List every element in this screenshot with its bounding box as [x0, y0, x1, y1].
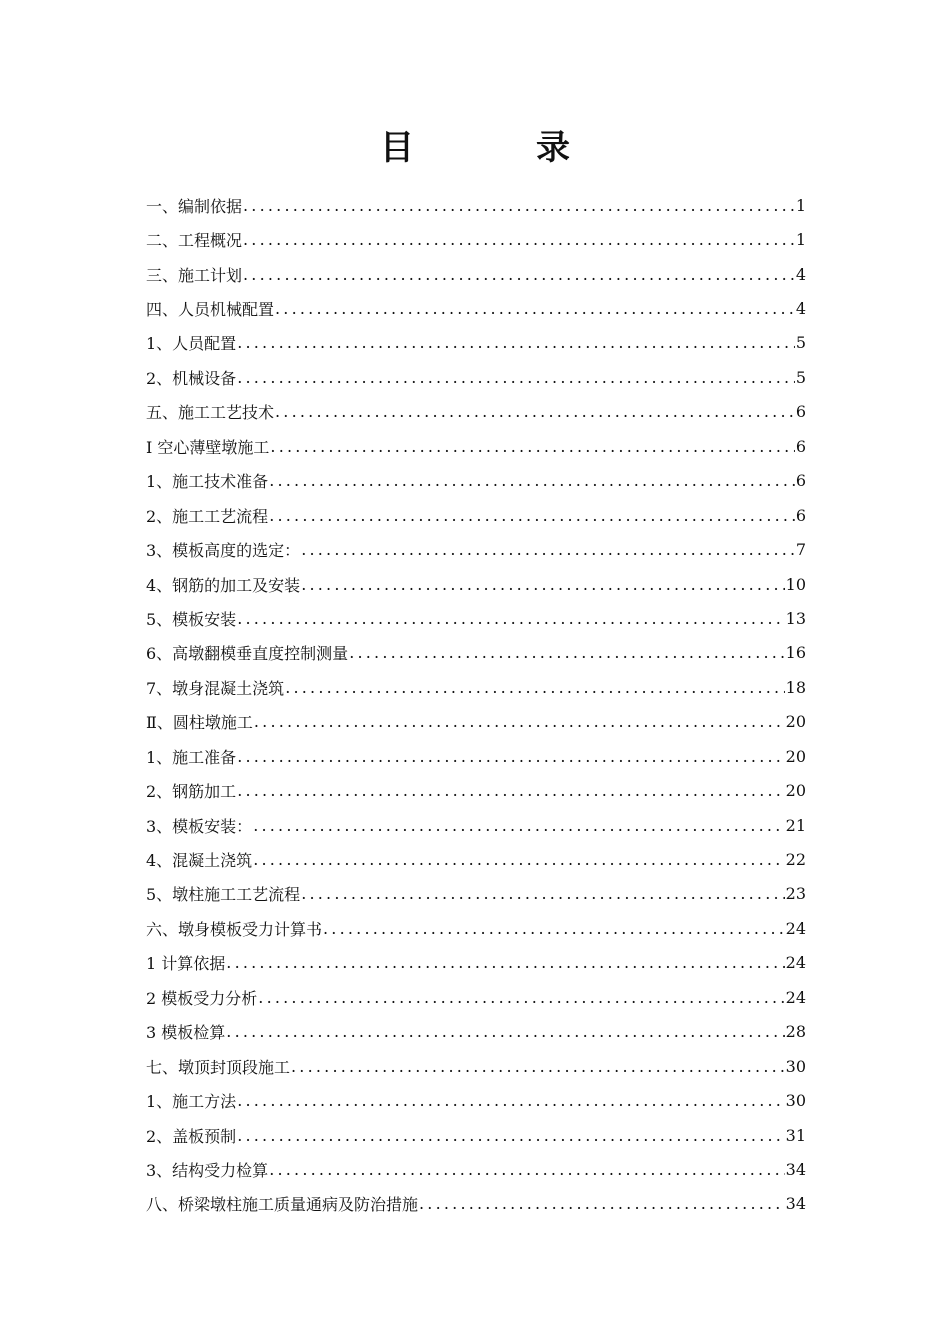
toc-entry[interactable] [146, 1015, 806, 1049]
toc-dot-leader [301, 540, 795, 559]
toc-entry-label: 2、盖板预制 [146, 1126, 237, 1146]
toc-entry-label: 2、施工工艺流程 [146, 506, 269, 526]
toc-entry-page-number: 24 [785, 918, 806, 938]
toc-dot-leader [243, 230, 795, 249]
toc-dot-leader [243, 196, 795, 215]
toc-dot-leader [226, 953, 784, 972]
toc-entry-page-number: 16 [785, 643, 806, 663]
toc-entry[interactable] [146, 636, 806, 670]
toc-entry-page-number: 1 [795, 195, 806, 215]
toc-entry-label: 一、编制依据 [146, 196, 243, 216]
toc-entry-page-number: 6 [795, 436, 806, 456]
toc-entry[interactable] [146, 911, 806, 945]
toc-entry-label: 5、模板安装 [146, 609, 237, 629]
toc-entry[interactable] [146, 567, 806, 601]
toc-entry-label: 3、结构受力检算 [146, 1160, 269, 1180]
toc-entry[interactable] [146, 980, 806, 1014]
toc-dot-leader [269, 506, 795, 525]
toc-entry-page-number: 20 [785, 712, 806, 732]
toc-entry-page-number: 6 [795, 471, 806, 491]
toc-entry-page-number: 6 [795, 505, 806, 525]
toc-entry[interactable] [146, 670, 806, 704]
toc-entry-page-number: 5 [795, 333, 806, 353]
toc-dot-leader [269, 1160, 784, 1179]
toc-entry-page-number: 5 [795, 367, 806, 387]
toc-entry[interactable] [146, 257, 806, 291]
toc-dot-leader [285, 678, 784, 697]
toc-dot-leader [275, 299, 795, 318]
toc-dot-leader [243, 265, 795, 284]
toc-entry-page-number: 28 [785, 1022, 806, 1042]
toc-entry-label: 3 模板检算 [146, 1023, 226, 1043]
toc-entry-label: 1 计算依据 [146, 954, 226, 974]
toc-entry[interactable] [146, 808, 806, 842]
toc-entry[interactable] [146, 222, 806, 256]
toc-entry-label: 4、混凝土浇筑 [146, 851, 253, 871]
toc-entry-page-number: 20 [785, 781, 806, 801]
toc-entry-page-number: 20 [785, 746, 806, 766]
toc-dot-leader [237, 1126, 784, 1145]
toc-dot-leader [237, 333, 795, 352]
toc-entry-label: 3、模板安装： [146, 816, 253, 836]
toc-entry-label: 三、施工计划 [146, 265, 243, 285]
toc-entry-label: Ⅰ 空心薄壁墩施工 [146, 437, 270, 457]
toc-entry[interactable] [146, 498, 806, 532]
toc-entry[interactable] [146, 291, 806, 325]
toc-dot-leader [226, 1022, 784, 1041]
toc-entry-label: 1、施工方法 [146, 1092, 237, 1112]
toc-entry[interactable] [146, 946, 806, 980]
toc-entry-label: 七、墩顶封顶段施工 [146, 1057, 291, 1077]
toc-entry-page-number: 23 [785, 884, 806, 904]
toc-entry-page-number: 7 [795, 540, 806, 560]
toc-entry[interactable] [146, 464, 806, 498]
toc-entry-label: 四、人员机械配置 [146, 300, 275, 320]
toc-dot-leader [349, 643, 784, 662]
toc-dot-leader [258, 988, 784, 1007]
toc-entry[interactable] [146, 532, 806, 566]
toc-entry-page-number: 4 [795, 264, 806, 284]
toc-entry-label: 4、钢筋的加工及安装 [146, 575, 301, 595]
toc-dot-leader [253, 816, 784, 835]
toc-entry-label: 1、人员配置 [146, 334, 237, 354]
toc-dot-leader [269, 471, 795, 490]
toc-entry-label: 7、墩身混凝土浇筑 [146, 678, 285, 698]
toc-entry-label: 2 模板受力分析 [146, 988, 258, 1008]
toc-entry-label: 1、施工技术准备 [146, 472, 269, 492]
toc-entry-label: 六、墩身模板受力计算书 [146, 919, 323, 939]
toc-entry[interactable] [146, 1049, 806, 1083]
toc-entry[interactable] [146, 326, 806, 360]
toc-entry-label: 5、墩柱施工工艺流程 [146, 885, 301, 905]
toc-entry[interactable] [146, 705, 806, 739]
toc-entry[interactable] [146, 1152, 806, 1186]
toc-entry-page-number: 4 [795, 299, 806, 319]
toc-dot-leader [301, 575, 784, 594]
toc-entry-label: 八、桥梁墩柱施工质量通病及防治措施 [146, 1195, 419, 1215]
toc-entry-label: 二、工程概况 [146, 231, 243, 251]
toc-entry[interactable] [146, 188, 806, 222]
toc-entry-page-number: 6 [795, 402, 806, 422]
toc-entry[interactable] [146, 1083, 806, 1117]
toc-dot-leader [419, 1194, 785, 1213]
toc-dot-leader [237, 368, 795, 387]
toc-entry[interactable] [146, 739, 806, 773]
toc-entry-page-number: 18 [785, 677, 806, 697]
toc-dot-leader [254, 712, 785, 731]
toc-dot-leader [237, 747, 784, 766]
toc-entry-label: Ⅱ、圆柱墩施工 [146, 713, 253, 733]
toc-entry-page-number: 30 [785, 1056, 806, 1076]
toc-entry-label: 3、模板高度的选定： [146, 541, 301, 561]
toc-entry[interactable] [146, 1187, 806, 1221]
toc-entry[interactable] [146, 395, 806, 429]
toc-entry-label: 6、高墩翻模垂直度控制测量 [146, 644, 349, 664]
toc-entry-page-number: 34 [785, 1194, 806, 1214]
toc-entry-label: 五、施工工艺技术 [146, 403, 275, 423]
toc-dot-leader [275, 402, 795, 421]
toc-dot-leader [270, 437, 794, 456]
toc-entry-label: 1、施工准备 [146, 747, 237, 767]
toc-entry-label: 2、机械设备 [146, 368, 237, 388]
toc-dot-leader [237, 781, 784, 800]
toc-entry[interactable] [146, 1118, 806, 1152]
toc-dot-leader [237, 609, 784, 628]
toc-entry[interactable] [146, 360, 806, 394]
toc-entry-page-number: 21 [785, 815, 806, 835]
toc-dot-leader [291, 1057, 785, 1076]
toc-entry[interactable] [146, 877, 806, 911]
toc-entry-page-number: 30 [785, 1091, 806, 1111]
toc-entry-page-number: 1 [795, 230, 806, 250]
toc-entry[interactable] [146, 429, 806, 463]
toc-entry[interactable] [146, 842, 806, 876]
toc-entry-page-number: 34 [785, 1159, 806, 1179]
toc-entry-page-number: 10 [785, 574, 806, 594]
toc-dot-leader [323, 919, 785, 938]
toc-dot-leader [253, 850, 784, 869]
toc-entry-label: 2、钢筋加工 [146, 782, 237, 802]
toc-entry[interactable] [146, 773, 806, 807]
toc-dot-leader [301, 884, 784, 903]
toc-entry-page-number: 13 [785, 608, 806, 628]
toc-entry-page-number: 22 [785, 850, 806, 870]
toc-entry[interactable] [146, 601, 806, 635]
toc-entry-page-number: 24 [785, 953, 806, 973]
toc-dot-leader [237, 1091, 784, 1110]
toc-entry-page-number: 24 [785, 987, 806, 1007]
toc-entry-page-number: 31 [785, 1125, 806, 1145]
table-of-contents [146, 188, 806, 1221]
page-title: 目 录 [380, 128, 614, 168]
